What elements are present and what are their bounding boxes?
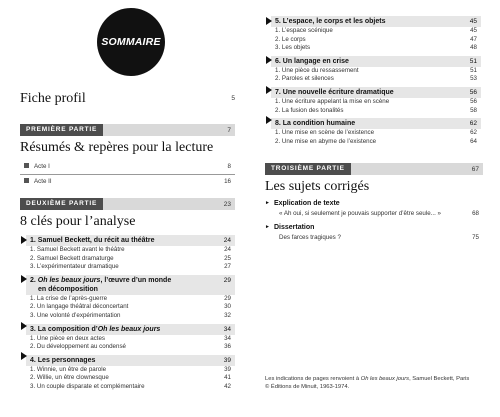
list-item: [26, 255, 235, 264]
chapter-title: 7. Une nouvelle écriture dramatique: [275, 88, 394, 96]
list-item: [26, 246, 235, 255]
subsection-label[interactable]: 2. Un langage théâtral déconcertant: [30, 303, 129, 311]
page-number: 51: [469, 57, 477, 65]
page-number: 56: [469, 88, 477, 96]
footnote-text: Les indications de pages renvoient à: [265, 376, 361, 382]
topic-2-entry[interactable]: [265, 233, 479, 243]
topic-1-entry[interactable]: [265, 209, 479, 219]
subsection-label[interactable]: 2. La fusion des tonalités: [275, 106, 344, 114]
page-number: 34: [224, 334, 231, 342]
footnote-italic: Oh les beaux jours: [360, 376, 410, 382]
page-number: 23: [223, 200, 231, 208]
act-2-entry[interactable]: [20, 175, 235, 189]
list-item: [271, 107, 481, 116]
chapter-title: 4. Les personnages: [30, 356, 96, 364]
chevron-right-icon: [265, 56, 273, 64]
topics-list: [265, 198, 479, 243]
topic-2-heading[interactable]: [265, 222, 479, 233]
chapter-2[interactable]: [26, 275, 235, 295]
page-number: 45: [469, 18, 477, 25]
chevron-right-icon: [20, 322, 28, 330]
subsection-label[interactable]: 2. Du développement au condensé: [30, 343, 126, 351]
fiche-profil-title: Fiche profil: [20, 91, 86, 106]
square-bullet-icon: [24, 163, 29, 168]
list-item: [26, 312, 235, 321]
list-item: [26, 374, 235, 383]
list-item: [26, 263, 235, 272]
chapter-4[interactable]: [26, 355, 235, 366]
subsection-label[interactable]: 1. L’espace scénique: [275, 27, 333, 34]
footnote-copyright: © Éditions de Minuit, 1963-1974.: [265, 384, 350, 390]
right-chapters: [271, 16, 481, 146]
page-number: 42: [224, 382, 231, 390]
act-1-label: Acte I: [34, 163, 50, 170]
sujets-title: Les sujets corrigés: [265, 179, 370, 194]
page-number: 8: [227, 163, 231, 170]
footnote: [265, 375, 485, 391]
chevron-right-icon: [20, 275, 28, 283]
page-number: 5: [231, 95, 235, 102]
chapter-title-rest: , l’œuvre d’un monde: [100, 276, 172, 284]
act-2-label: Acte II: [34, 177, 52, 185]
subsection-label[interactable]: 2. Une mise en abyme de l’existence: [275, 137, 377, 145]
list-item: [271, 138, 481, 147]
subsection-label[interactable]: 1. Une écriture appelant la mise en scène: [275, 97, 390, 105]
page-number: 24: [224, 246, 231, 253]
subsection-label[interactable]: 3. Une volonté d’expérimentation: [30, 311, 121, 319]
page-number: 41: [224, 374, 231, 382]
sommaire-label: SOMMAIRE: [101, 36, 161, 48]
page-number: 51: [470, 66, 477, 74]
resumes-title: Résumés & repères pour la lecture: [20, 140, 214, 155]
chapter-8[interactable]: [271, 118, 481, 129]
page-number: 58: [470, 106, 477, 114]
subsection-label[interactable]: 1. Une pièce du ressassement: [275, 66, 359, 74]
page-number: 32: [224, 311, 231, 319]
list-item: [26, 343, 235, 352]
chevron-right-icon: [265, 86, 273, 94]
page-number: 62: [470, 129, 477, 137]
list-item: [271, 27, 481, 36]
page-number: 53: [470, 75, 477, 83]
fiche-profil-entry[interactable]: [20, 91, 235, 107]
list-item: [271, 75, 481, 84]
cles-title: 8 clés pour l’analyse: [20, 214, 136, 229]
list-item: [271, 67, 481, 76]
topic-1-heading[interactable]: [265, 198, 479, 209]
list-item: [26, 335, 235, 344]
chapter-1[interactable]: [26, 235, 235, 246]
part-3-label: TROISIÈME PARTIE: [265, 163, 351, 175]
page-number: 24: [223, 237, 231, 244]
part-1-label: PREMIÈRE PARTIE: [20, 124, 103, 136]
page-number: 47: [470, 35, 477, 43]
part-1-bar[interactable]: [20, 124, 235, 136]
list-item: [271, 129, 481, 138]
topic-1-title: Explication de texte: [273, 200, 340, 207]
chapter-3[interactable]: [26, 324, 235, 335]
part-2-label: DEUXIÈME PARTIE: [20, 198, 103, 210]
topic-2-subject: Des farces tragiques ?: [279, 234, 341, 241]
chapter-5[interactable]: [271, 16, 481, 27]
subsection-label[interactable]: 2. Paroles et silences: [275, 75, 334, 83]
list-item: [26, 295, 235, 304]
chevron-right-icon: [265, 17, 273, 25]
subsection-label[interactable]: 3. L’expérimentateur dramatique: [30, 263, 119, 271]
page-number: 68: [472, 210, 479, 217]
page-number: 62: [469, 120, 477, 128]
chapter-italic-title: Oh les beaux jours: [97, 325, 161, 333]
page-number: 56: [470, 97, 477, 105]
chapter-number: 2.: [30, 276, 38, 284]
square-bullet-icon: [24, 178, 29, 183]
page-number: 29: [224, 294, 231, 302]
chevron-right-icon: [20, 236, 28, 244]
subsection-label[interactable]: 2. Le corps: [275, 35, 306, 43]
subsection-label[interactable]: 1. Une mise en scène de l’existence: [275, 129, 375, 137]
page-number: 34: [223, 325, 231, 333]
acts-list: [20, 160, 235, 189]
footnote-text-rest: , Samuel Beckett, Paris: [409, 376, 470, 382]
chapter-title: 8. La condition humaine: [275, 120, 356, 128]
page-number: 75: [472, 234, 479, 241]
page-number: 27: [224, 263, 231, 271]
subsection-label[interactable]: 1. Une pièce en deux actes: [30, 334, 105, 342]
part-3-bar[interactable]: [265, 163, 483, 175]
subsection-label[interactable]: 2. Samuel Beckett dramaturge: [30, 254, 114, 262]
list-item: [271, 36, 481, 45]
page-number: 39: [224, 365, 231, 373]
page-number: 64: [470, 137, 477, 145]
part-2-bar[interactable]: [20, 198, 235, 210]
chapter-title-line2: en décomposition: [38, 285, 98, 293]
page-number: 25: [224, 254, 231, 262]
chevron-right-icon: [265, 116, 273, 124]
list-item: [271, 98, 481, 107]
page-number: 45: [470, 27, 477, 34]
chevron-right-icon: [20, 352, 28, 360]
subsection-label[interactable]: 1. La crise de l’après-guerre: [30, 294, 108, 302]
chapter-title: 5. L’espace, le corps et les objets: [275, 18, 386, 25]
page-number: 30: [224, 303, 231, 311]
subsection-label[interactable]: 3. Un couple disparate et complémentaire: [30, 382, 145, 390]
list-item: [26, 366, 235, 375]
left-chapters: [26, 235, 235, 392]
subsection-label[interactable]: 1. Samuel Beckett avant le théâtre: [30, 246, 125, 253]
page-number: 16: [224, 177, 231, 185]
list-item: [271, 44, 481, 53]
page-number: 39: [223, 356, 231, 364]
page-number: 29: [223, 276, 231, 284]
chapter-title: 3. La composition d’: [30, 325, 98, 333]
list-item: [26, 303, 235, 312]
subsection-label[interactable]: 2. Willie, un être clownesque: [30, 374, 109, 382]
page-number: 48: [470, 44, 477, 52]
topic-1-subject: « Ah oui, si seulement je pouvais supporter d’être seule... »: [279, 210, 442, 217]
subsection-label[interactable]: 3. Les objets: [275, 44, 311, 52]
subsection-label[interactable]: 1. Winnie, un être de parole: [30, 365, 107, 373]
page-number: 67: [471, 165, 479, 173]
sommaire-badge: [97, 8, 165, 76]
chapter-7[interactable]: [271, 87, 481, 98]
page-number: 36: [224, 343, 231, 351]
chapter-italic-title: Oh les beaux jours: [37, 276, 101, 284]
page-number: 7: [227, 126, 231, 134]
chapter-1-title: 1. Samuel Beckett, du récit au théâtre: [30, 237, 155, 244]
list-item: [26, 383, 235, 392]
act-1-entry[interactable]: [20, 160, 235, 174]
chapter-6[interactable]: [271, 56, 481, 67]
chapter-title: 6. Un langage en crise: [275, 57, 349, 65]
topic-2-title: Dissertation: [273, 224, 315, 231]
